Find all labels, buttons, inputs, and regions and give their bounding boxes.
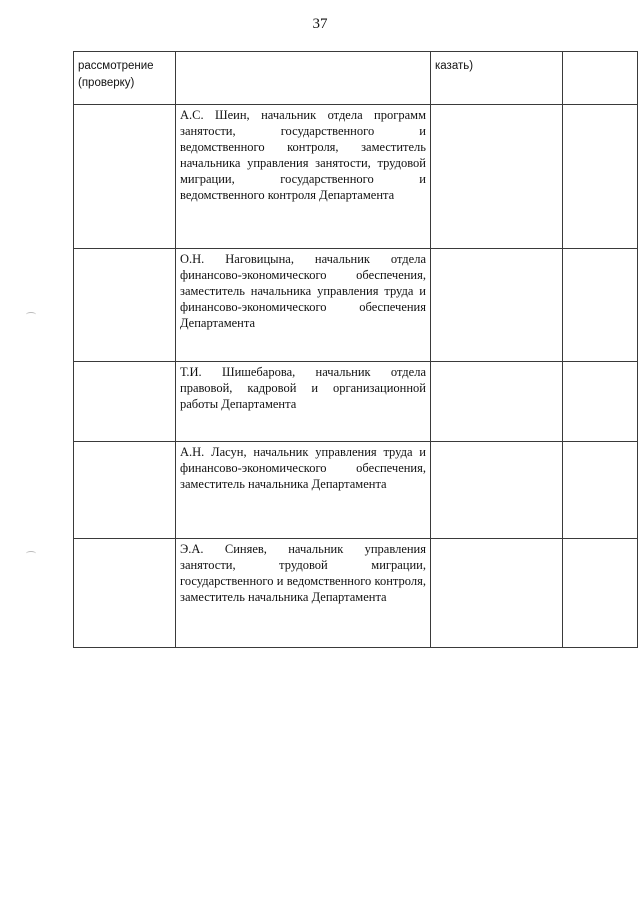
person-cell: О.Н. Наговицына, начальник отдела финансово-экономического обеспечения, заместитель начальника управления труда и финансово-экономического обеспечения Департамента [176, 249, 431, 362]
remarks-cell [563, 442, 638, 539]
header-cell-review: рассмотрение (проверку) [74, 52, 176, 105]
person-cell: Э.А. Синяев, начальник управления занятости, трудовой миграции, государственного и ведомственного контроля, заместитель начальника Департамента [176, 539, 431, 648]
table-row [74, 362, 638, 442]
signature-cell [431, 105, 563, 249]
signature-cell [431, 249, 563, 362]
table-row [74, 539, 638, 648]
table-row [74, 105, 638, 249]
table-row [74, 249, 638, 362]
table-row [74, 442, 638, 539]
date-cell [74, 105, 176, 249]
person-cell: А.С. Шеин, начальник отдела программ занятости, государственного и ведомственного контроля, заместитель начальника управления занятости, трудовой миграции, государственного и ведомственного контроля Департамента [176, 105, 431, 249]
signature-cell [431, 539, 563, 648]
remarks-cell [563, 105, 638, 249]
date-cell [74, 249, 176, 362]
header-cell-name [176, 52, 431, 105]
scan-margin-mark [26, 551, 36, 556]
date-cell [74, 539, 176, 648]
scan-margin-mark [26, 312, 36, 317]
signature-cell [431, 442, 563, 539]
remarks-cell [563, 362, 638, 442]
signature-cell [431, 362, 563, 442]
date-cell [74, 362, 176, 442]
table-header-row [74, 52, 638, 105]
person-cell: А.Н. Ласун, начальник управления труда и финансово-экономического обеспечения, заместитель начальника Департамента [176, 442, 431, 539]
header-cell-extra [563, 52, 638, 105]
approval-table [73, 51, 638, 648]
page-number: 37 [312, 16, 328, 32]
remarks-cell [563, 539, 638, 648]
header-cell-note: казать) [431, 52, 563, 105]
person-cell: Т.И. Шишебарова, начальник отдела правовой, кадровой и организационной работы Департамента [176, 362, 431, 442]
remarks-cell [563, 249, 638, 362]
date-cell [74, 442, 176, 539]
